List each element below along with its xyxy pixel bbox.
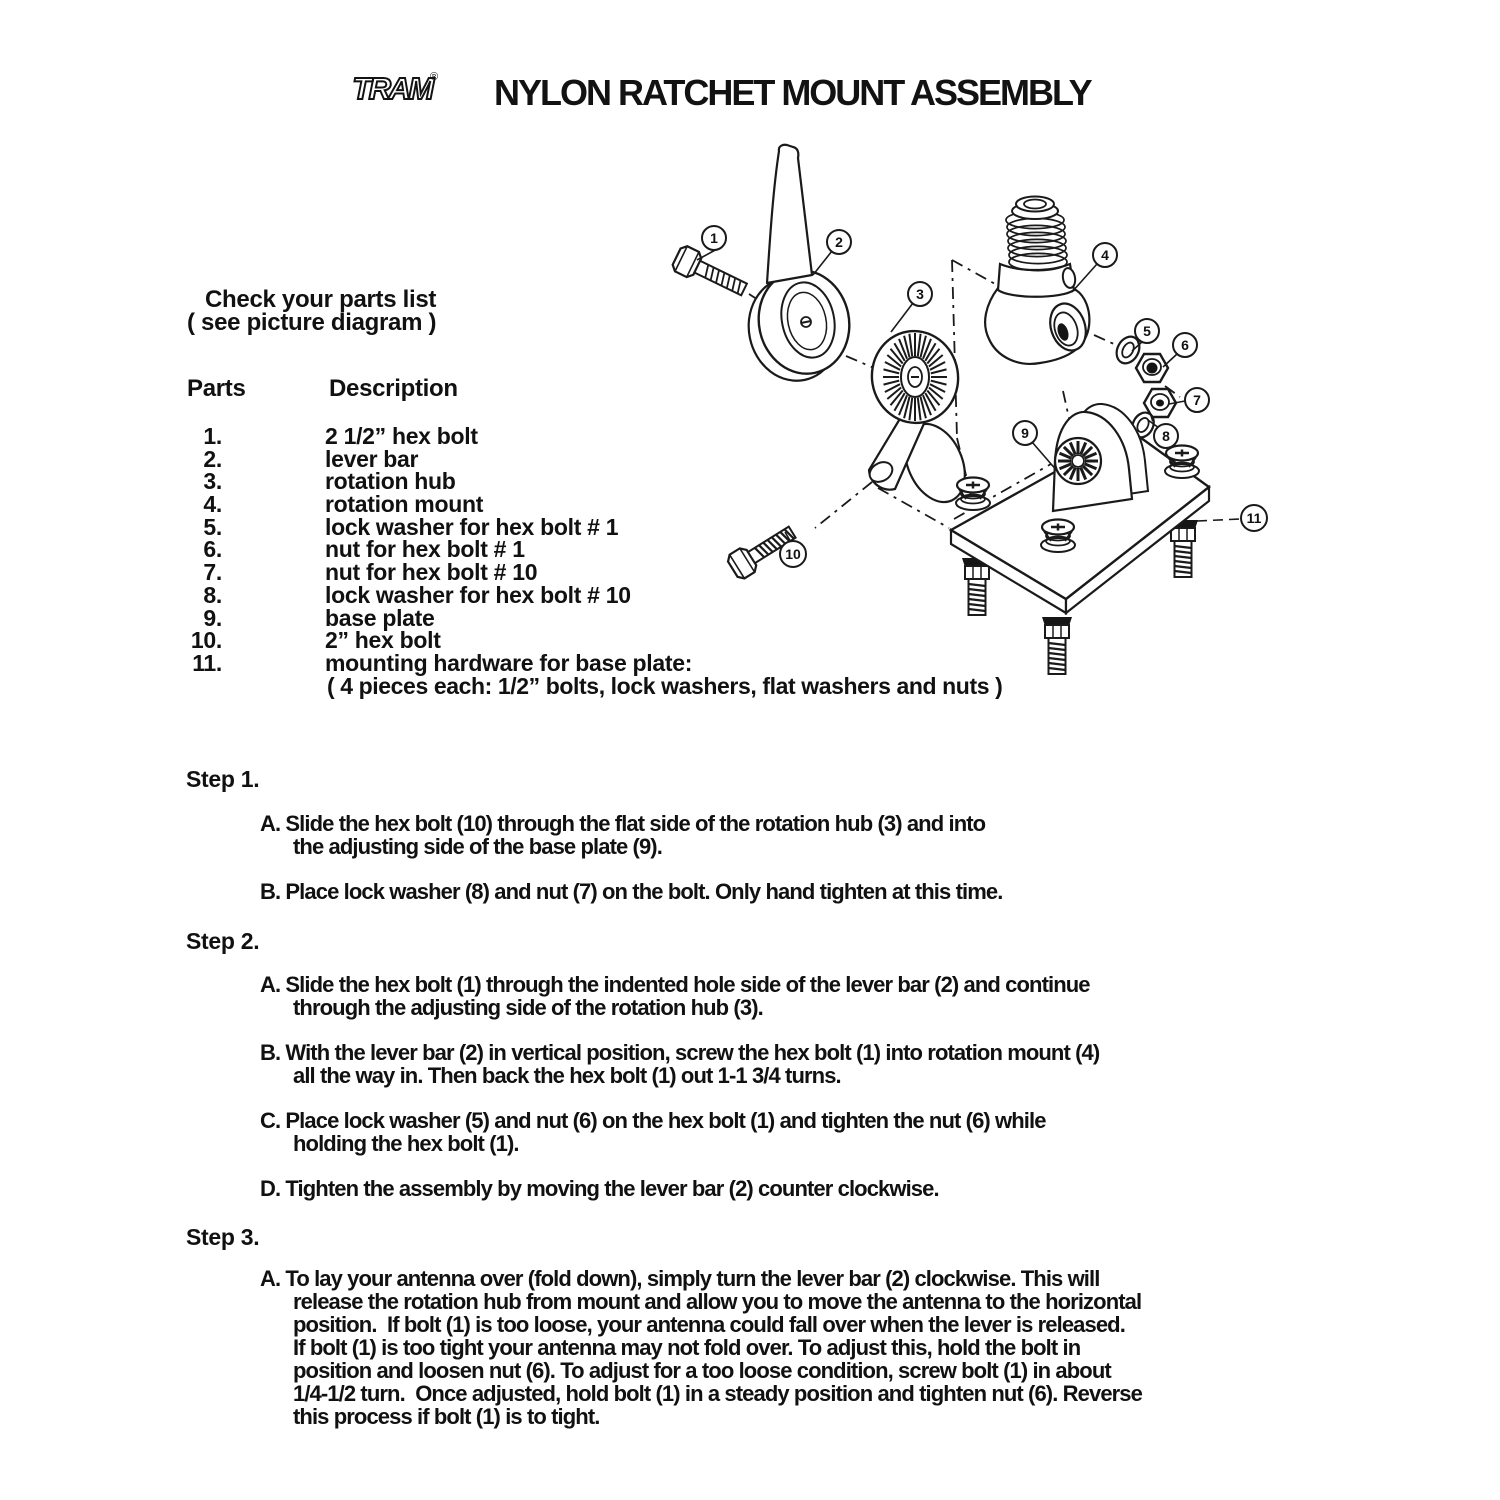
part-description: rotation hub: [325, 468, 456, 495]
tram-logo-text: TRAM: [352, 71, 432, 106]
svg-text:8: 8: [1162, 428, 1170, 444]
part-number: 8.: [203, 581, 222, 608]
part-number: 11.: [192, 649, 222, 676]
callout-1: [702, 226, 726, 250]
callout-5: [1135, 319, 1159, 343]
callout-7: [1185, 388, 1209, 412]
part-number: 7.: [203, 559, 222, 586]
parts-note: ( 4 pieces each: 1/2” bolts, lock washers, flat washers and nuts ): [327, 673, 1003, 699]
part-description: 2 1/2” hex bolt: [325, 423, 478, 449]
part-description: lock washer for hex bolt # 10: [325, 581, 631, 608]
part-description: lever bar: [325, 445, 419, 472]
callout-4: [1093, 243, 1117, 267]
plate-screw: [1165, 446, 1199, 479]
step-2-item-c: C. Place lock washer (5) and nut (6) on the hex bolt (1) and tighten the nut (6) while holding the hex bolt (1).: [260, 1108, 1046, 1156]
part-description: mounting hardware for base plate:: [325, 649, 693, 676]
callout-8: [1154, 424, 1178, 448]
part-description: nut for hex bolt # 10: [325, 559, 538, 586]
threaded-stud: [1006, 211, 1067, 270]
callout-2: [827, 230, 851, 254]
callout-11: [1241, 505, 1267, 531]
page-title: NYLON RATCHET MOUNT ASSEMBLY: [494, 72, 1091, 113]
plate-screw: [956, 478, 990, 511]
part-description: nut for hex bolt # 1: [325, 536, 525, 563]
callout-10: [780, 541, 806, 567]
svg-text:1: 1: [710, 230, 718, 246]
callout-6: [1173, 333, 1197, 357]
plate-screw: [1041, 520, 1075, 553]
svg-text:3: 3: [916, 286, 924, 302]
part-description: base plate: [325, 604, 435, 631]
part-number: 5.: [203, 513, 222, 540]
svg-text:4: 4: [1101, 247, 1109, 263]
step-3-item-a: A. To lay your antenna over (fold down), simply turn the lever bar (2) clockwise. This will release the rotation hub from mount and allow you to move the antenna to the horizontal position. If bolt (1) is too loose, your antenna could fall over when the lever is released. If bolt (1) is too tight your antenna may not fold over. To adjust this, hold the bolt in position and loosen nut (6). To adjust for a too loose condition, screw bolt (1) in about 1/4-1/2 turn. Once adjusted, hold bolt (1) in a steady position and tighten nut (6). Reverse this process if bolt (1) is to tight.: [260, 1266, 1142, 1429]
svg-text:6: 6: [1181, 337, 1189, 353]
step-2-label: Step 2.: [186, 928, 260, 954]
description-column-header: Description: [329, 375, 458, 402]
tram-logo: [350, 66, 442, 112]
parts-column-header: Parts: [187, 375, 246, 402]
mounting-bolt: [1042, 617, 1072, 674]
step-1-item-b: B. Place lock washer (8) and nut (7) on the bolt. Only hand tighten at this time.: [260, 879, 1003, 904]
part-number: 1.: [203, 423, 222, 449]
part-number: 4.: [203, 491, 222, 518]
svg-text:9: 9: [1021, 425, 1029, 441]
part-number: 2.: [203, 445, 222, 472]
step-2-item-b: B. With the lever bar (2) in vertical position, screw the hex bolt (1) into rotation mount (4) all the way in. Then back the hex bolt (1) out 1-1 3/4 turns.: [260, 1040, 1100, 1088]
callout-3: [908, 282, 932, 306]
step-2-item-d: D. Tighten the assembly by moving the lever bar (2) counter clockwise.: [260, 1176, 939, 1201]
registered-mark: ®: [429, 71, 439, 83]
step-1-label: Step 1.: [186, 766, 260, 792]
svg-text:7: 7: [1193, 392, 1201, 408]
parts-intro-line1: Check your parts list: [205, 286, 437, 313]
callout-9: [1013, 421, 1037, 445]
svg-text:10: 10: [785, 546, 801, 562]
svg-text:5: 5: [1143, 323, 1151, 339]
part-number: 6.: [203, 536, 222, 563]
step-1-item-a: A. Slide the hex bolt (10) through the flat side of the rotation hub (3) and into the adjusting side of the base plate (9).: [260, 811, 986, 859]
part-number: 3.: [203, 468, 222, 495]
part-description: rotation mount: [325, 491, 484, 518]
part-number: 10.: [190, 627, 222, 654]
rotation-mount: [985, 197, 1091, 364]
part-description: lock washer for hex bolt # 1: [325, 513, 619, 540]
part-description: 2” hex bolt: [325, 627, 441, 654]
lever-bar: [739, 145, 859, 389]
part-number: 9.: [203, 604, 222, 631]
svg-text:11: 11: [1246, 510, 1262, 526]
nut-6: [1136, 354, 1168, 382]
svg-text:2: 2: [835, 234, 843, 250]
step-2-item-a: A. Slide the hex bolt (1) through the indented hole side of the lever bar (2) and continue through the adjusting side of the rotation hub (3).: [260, 972, 1090, 1020]
exploded-assembly-diagram: [620, 120, 1320, 740]
step-3-label: Step 3.: [186, 1224, 260, 1250]
parts-intro-line2: ( see picture diagram ): [187, 309, 437, 336]
